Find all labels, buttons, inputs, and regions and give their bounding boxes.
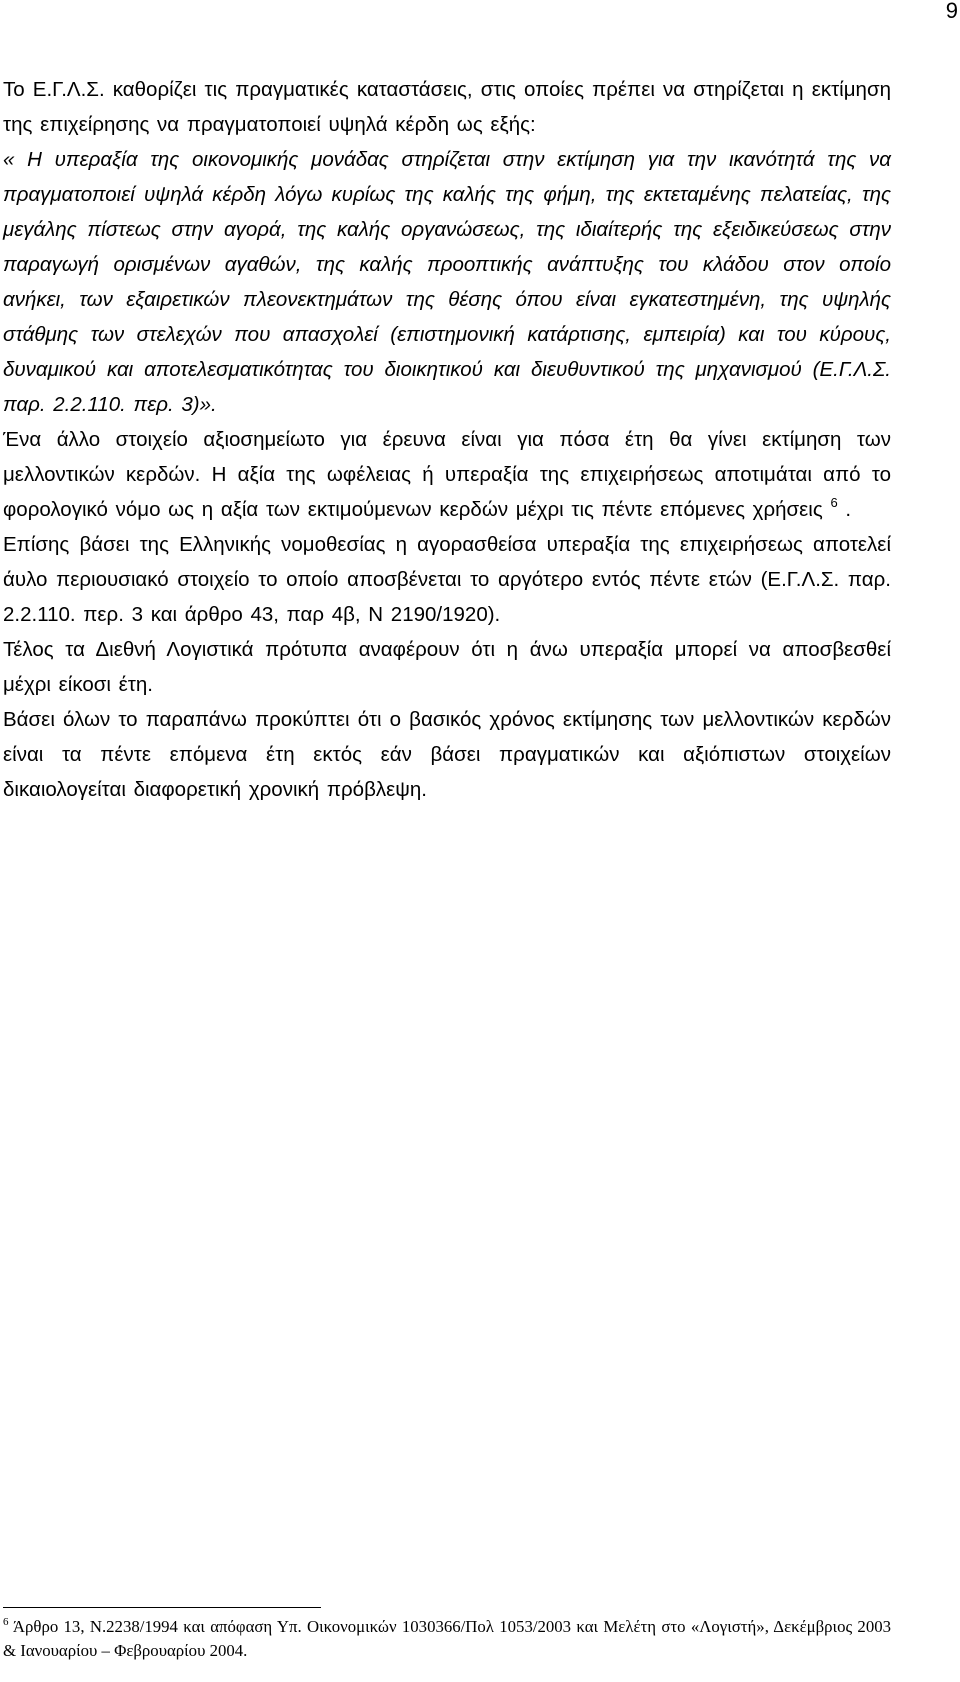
paragraph-greek-law: Επίσης βάσει της Ελληνικής νομοθεσίας η αγορασθείσα υπεραξία της επιχειρήσεως αποτελεί άυλο περιουσιακό στοιχείο το οποίο αποσβένεται το αργότερο εντός πέντε ετών (Ε.Γ.Λ.Σ. παρ. 2.2.110. περ. 3 και άρθρο 43, παρ 4β, Ν 2190/1920). (3, 533, 891, 626)
paragraph-international-standards: Τέλος τα Διεθνή Λογιστικά πρότυπα αναφέρουν ότι η άνω υπεραξία μπορεί να αποσβεσθεί μέχρι είκοσι έτη. (3, 638, 891, 696)
paragraph-conclusion: Βάσει όλων το παραπάνω προκύπτει ότι ο βασικός χρόνος εκτίμησης των μελλοντικών κερδών είναι τα πέντε επόμενα έτη εκτός εάν βάσει πραγματικών και αξιόπιστων στοιχείων δικαιολογείται διαφορετική χρονική πρόβλεψη. (3, 708, 891, 801)
footnote-separator (3, 1607, 321, 1608)
paragraph-quote: « Η υπεραξία της οικονομικής μονάδας στηρίζεται στην εκτίμηση για την ικανότητά της να πραγματοποιεί υψηλά κέρδη λόγω κυρίως της καλής της φήμη, της εκτεταμένης πελατείας, της μεγάλης πίστεως στην αγορά, της καλής οργανώσεως, της ιδιαίτερής της εξειδικεύσεως στην παραγωγή ορισμένων αγαθών, της καλής προοπτικής ανάπτυξης του κλάδου στον οποίο ανήκει, των εξαιρετικών πλεονεκτημάτων της θέσης όπου είναι εγκατεστημένη, της υψηλής στάθμης των στελεχών που απασχολεί (επιστημονική κατάρτισης, εμπειρία) και του κύρους, δυναμικού και αποτελεσματικότητας του διοικητικού και διευθυντικού της μηχανισμού (Ε.Γ.Λ.Σ. παρ. 2.2.110. περ. 3)». (3, 148, 891, 416)
footnote-marker: 6 (3, 1616, 9, 1628)
paragraph-tail: . (837, 498, 852, 521)
footnote-text: Άρθρο 13, Ν.2238/1994 και απόφαση Υπ. Οικονομικών 1030366/Πολ 1053/2003 και Μελέτη στο «Λογιστή», Δεκέμβριος 2003 & Ιανουαρίου – Φεβρουαρίου 2004. (3, 1617, 891, 1660)
footnote (3, 1615, 891, 1663)
document-body (3, 72, 891, 807)
paragraph-text: Ένα άλλο στοιχείο αξιοσημείωτο για έρευνα είναι για πόσα έτη θα γίνει εκτίμηση των μελλοντικών κερδών. Η αξία της ωφέλειας ή υπεραξία της επιχειρήσεως αποτιμάται από το φορολογικό νόμο ως η αξία των εκτιμούμενων κερδών μέχρι τις πέντε επόμενες χρήσεις (3, 428, 891, 521)
paragraph-intro: Το Ε.Γ.Λ.Σ. καθορίζει τις πραγματικές καταστάσεις, στις οποίες πρέπει να στηρίζεται η εκτίμηση της επιχείρησης να πραγματοποιεί υψηλά κέρδη ως εξής: (3, 78, 891, 136)
page-number: 9 (945, 0, 958, 23)
footnote-reference[interactable]: 6 (830, 495, 838, 510)
paragraph-future-earnings (3, 422, 891, 527)
